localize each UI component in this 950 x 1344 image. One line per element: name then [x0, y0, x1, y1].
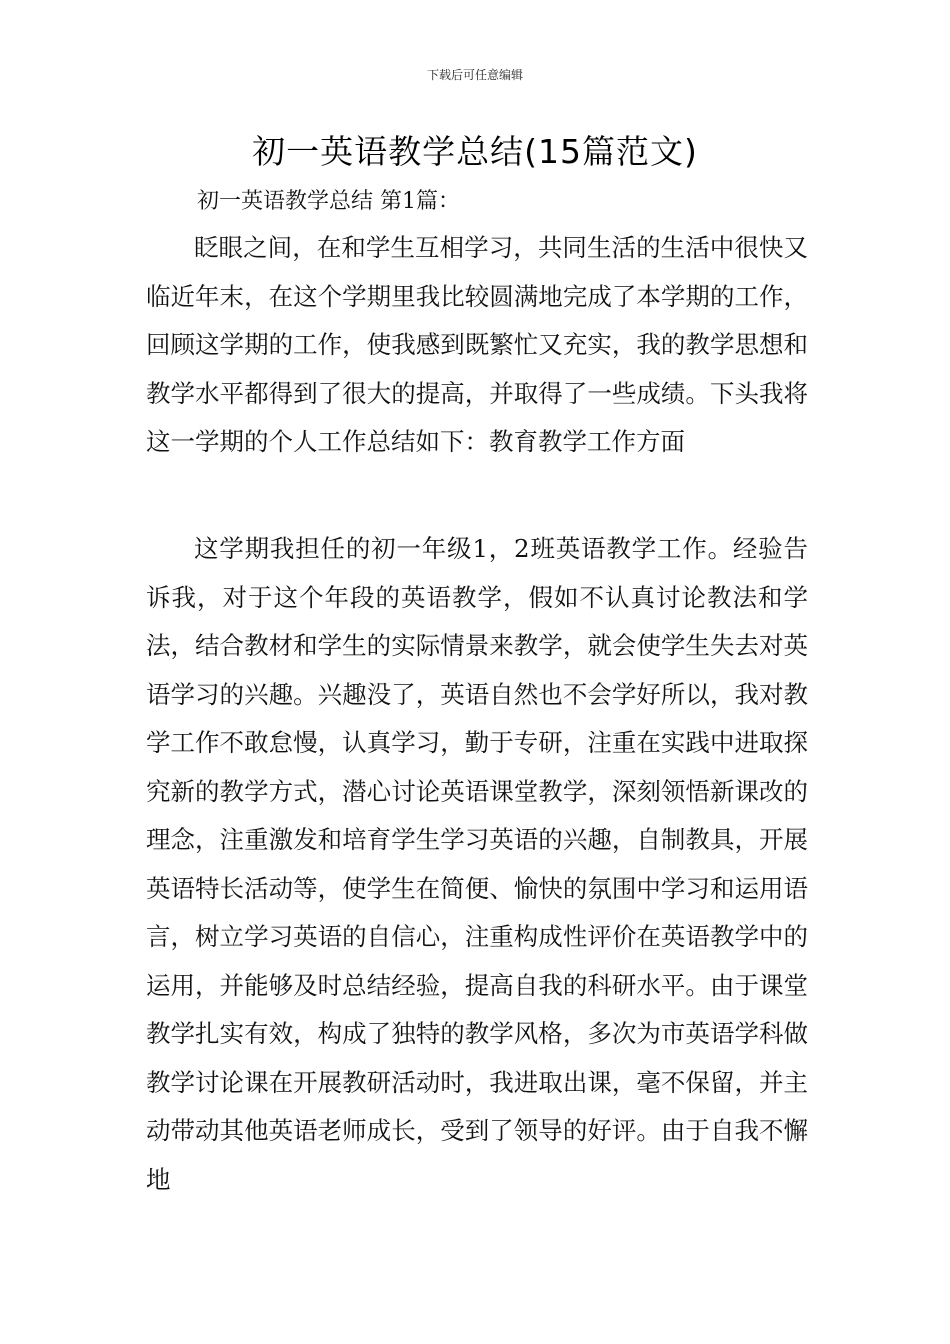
- header-note: 下载后可任意编辑: [426, 68, 523, 82]
- paragraph-1: 眨眼之间，在和学生互相学习，共同生活的生活中很快又临近年末，在这个学期里我比较圆满地完成了本学期的工作，回顾这学期的工作，使我感到既繁忙又充实，我的教学思想和教学水平都得到了很大的提高，并取得了一些成绩。下头我将这一学期的个人工作总结如下：教育教学工作方面: [146, 233, 808, 456]
- document-title: 初一英语教学总结(15篇范文): [252, 132, 698, 171]
- section-heading: 初一英语教学总结 第1篇：: [197, 189, 460, 214]
- paragraph-2: 这学期我担任的初一年级1，2班英语教学工作。经验告诉我，对于这个年段的英语教学，假如不认真讨论教法和学法，结合教材和学生的实际情景来教学，就会使学生失去对英语学习的兴趣。兴趣没了，英语自然也不会学好所以，我对教学工作不敢怠慢，认真学习，勤于专研，注重在实践中进取探究新的教学方式，潜心讨论英语课堂教学，深刻领悟新课改的理念，注重激发和培育学生学习英语的兴趣，自制教具，开展英语特长活动等，使学生在简便、愉快的氛围中学习和运用语言，树立学习英语的自信心，注重构成性评价在英语教学中的运用，并能够及时总结经验，提高自我的科研水平。由于课堂教学扎实有效，构成了独特的教学风格，多次为市英语学科做教学讨论课在开展教研活动时，我进取出课，毫不保留，并主动带动其他英语老师成长，受到了领导的好评。由于自我不懈地: [146, 534, 808, 1194]
